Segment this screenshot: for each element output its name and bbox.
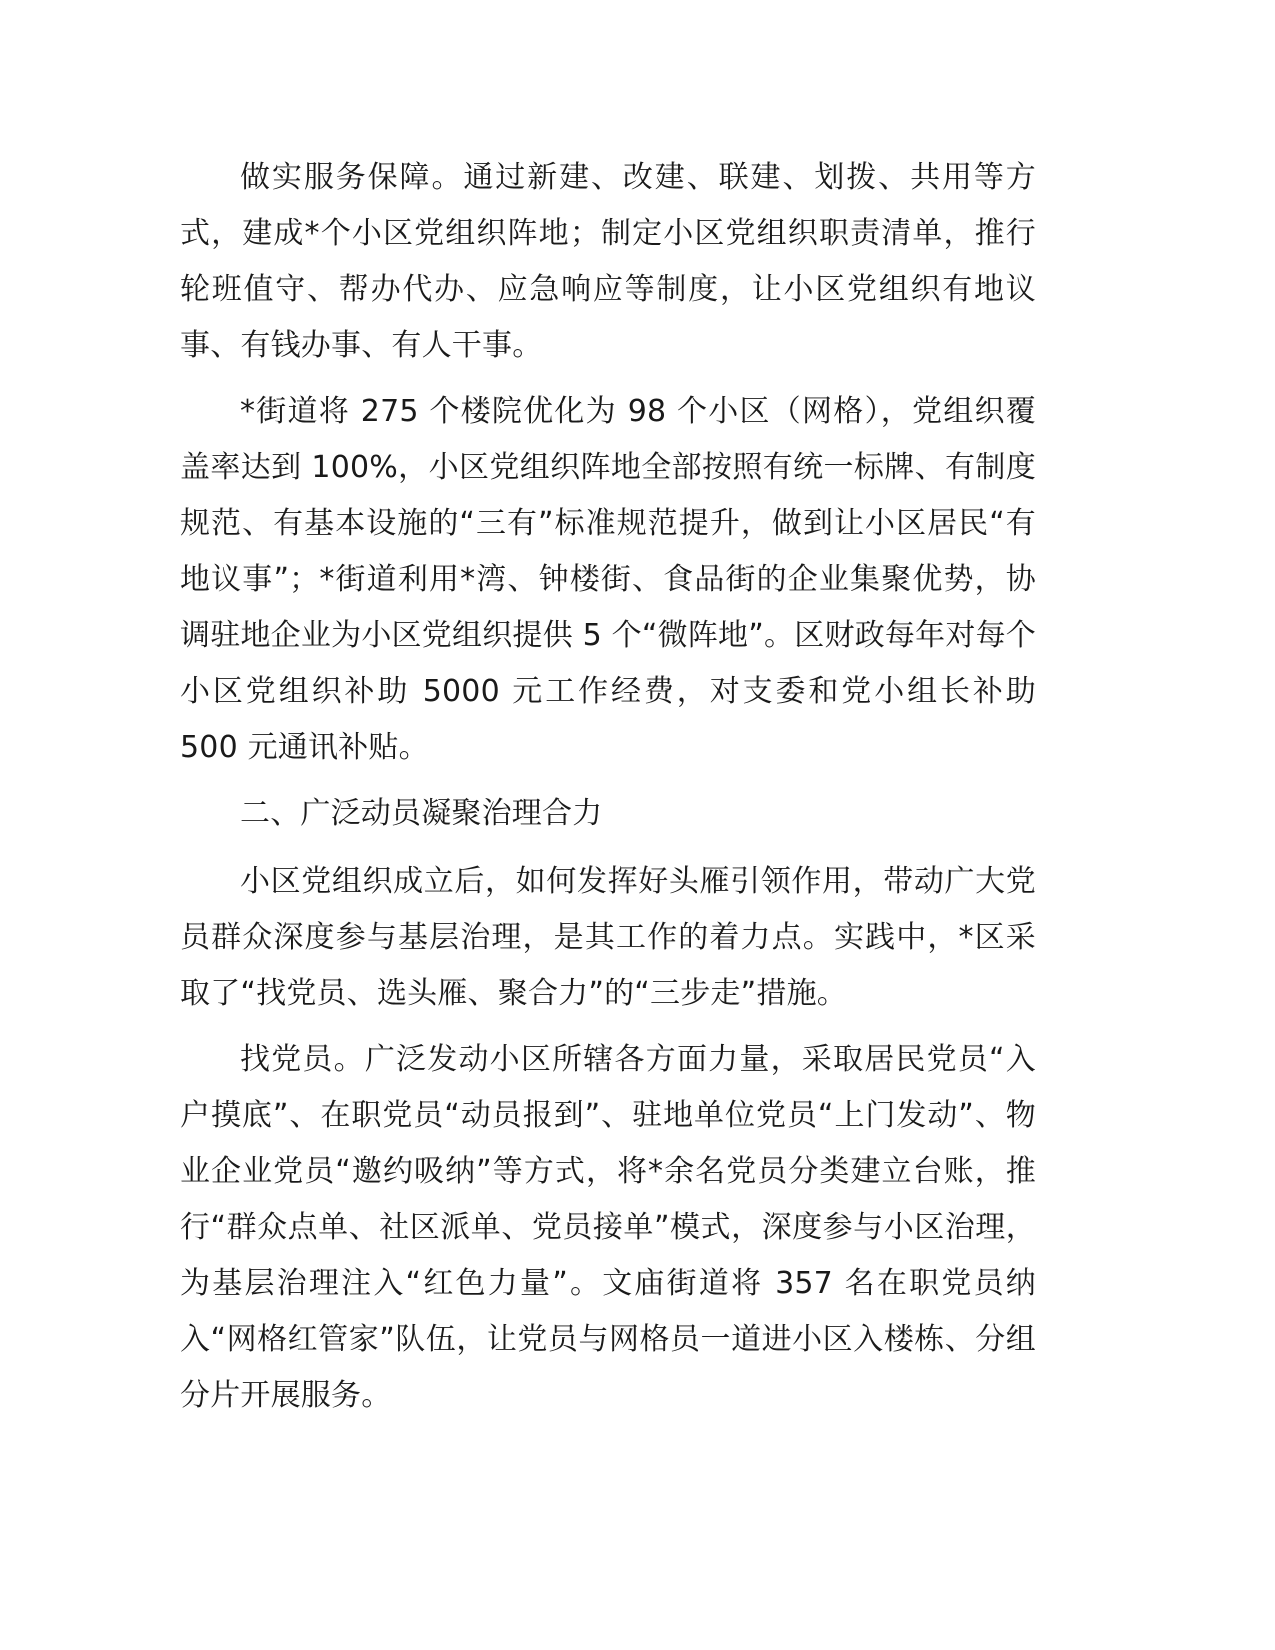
paragraph-three-steps: 小区党组织成立后，如何发挥好头雁引领作用，带动广大党员群众深度参与基层治理，是其工作的着力点。实践中，*区采取了“找党员、选头雁、聚合力”的“三步走”措施。 [180, 864, 1036, 1011]
document-body [180, 150, 1036, 1434]
section-heading: 二、广泛动员凝聚治理合力 [240, 796, 603, 831]
paragraph-find-members: 找党员。广泛发动小区所辖各方面力量，采取居民党员“入户摸底”、在职党员“动员报到”、驻地单位党员“上门发动”、物业企业党员“邀约吸纳”等方式，将*余名党员分类建立台账，推行“群众点单、社区派单、党员接单”模式，深度参与小区治理，为基层治理注入“红色力量”。文庙街道将 357 名在职党员纳入“网格红管家”队伍，让党员与网格员一道进小区入楼栋、分组分片开展服务。 [180, 1042, 1036, 1413]
paragraph-service-guarantee: 做实服务保障。通过新建、改建、联建、划拨、共用等方式，建成*个小区党组织阵地；制定小区党组织职责清单，推行轮班值守、帮办代办、应急响应等制度，让小区党组织有地议事、有钱办事、有人干事。 [180, 160, 1036, 363]
paragraph-street-example: *街道将 275 个楼院优化为 98 个小区（网格），党组织覆盖率达到 100%，小区党组织阵地全部按照有统一标牌、有制度规范、有基本设施的“三有”标准规范提升，做到让小区居民“有地议事”；*街道利用*湾、钟楼街、食品街的企业集聚优势，协调驻地企业为小区党组织提供 5 个“微阵地”。区财政每年对每个小区党组织补助 5000 元工作经费，对支委和党小组长补助 500 元通讯补贴。 [180, 394, 1036, 765]
